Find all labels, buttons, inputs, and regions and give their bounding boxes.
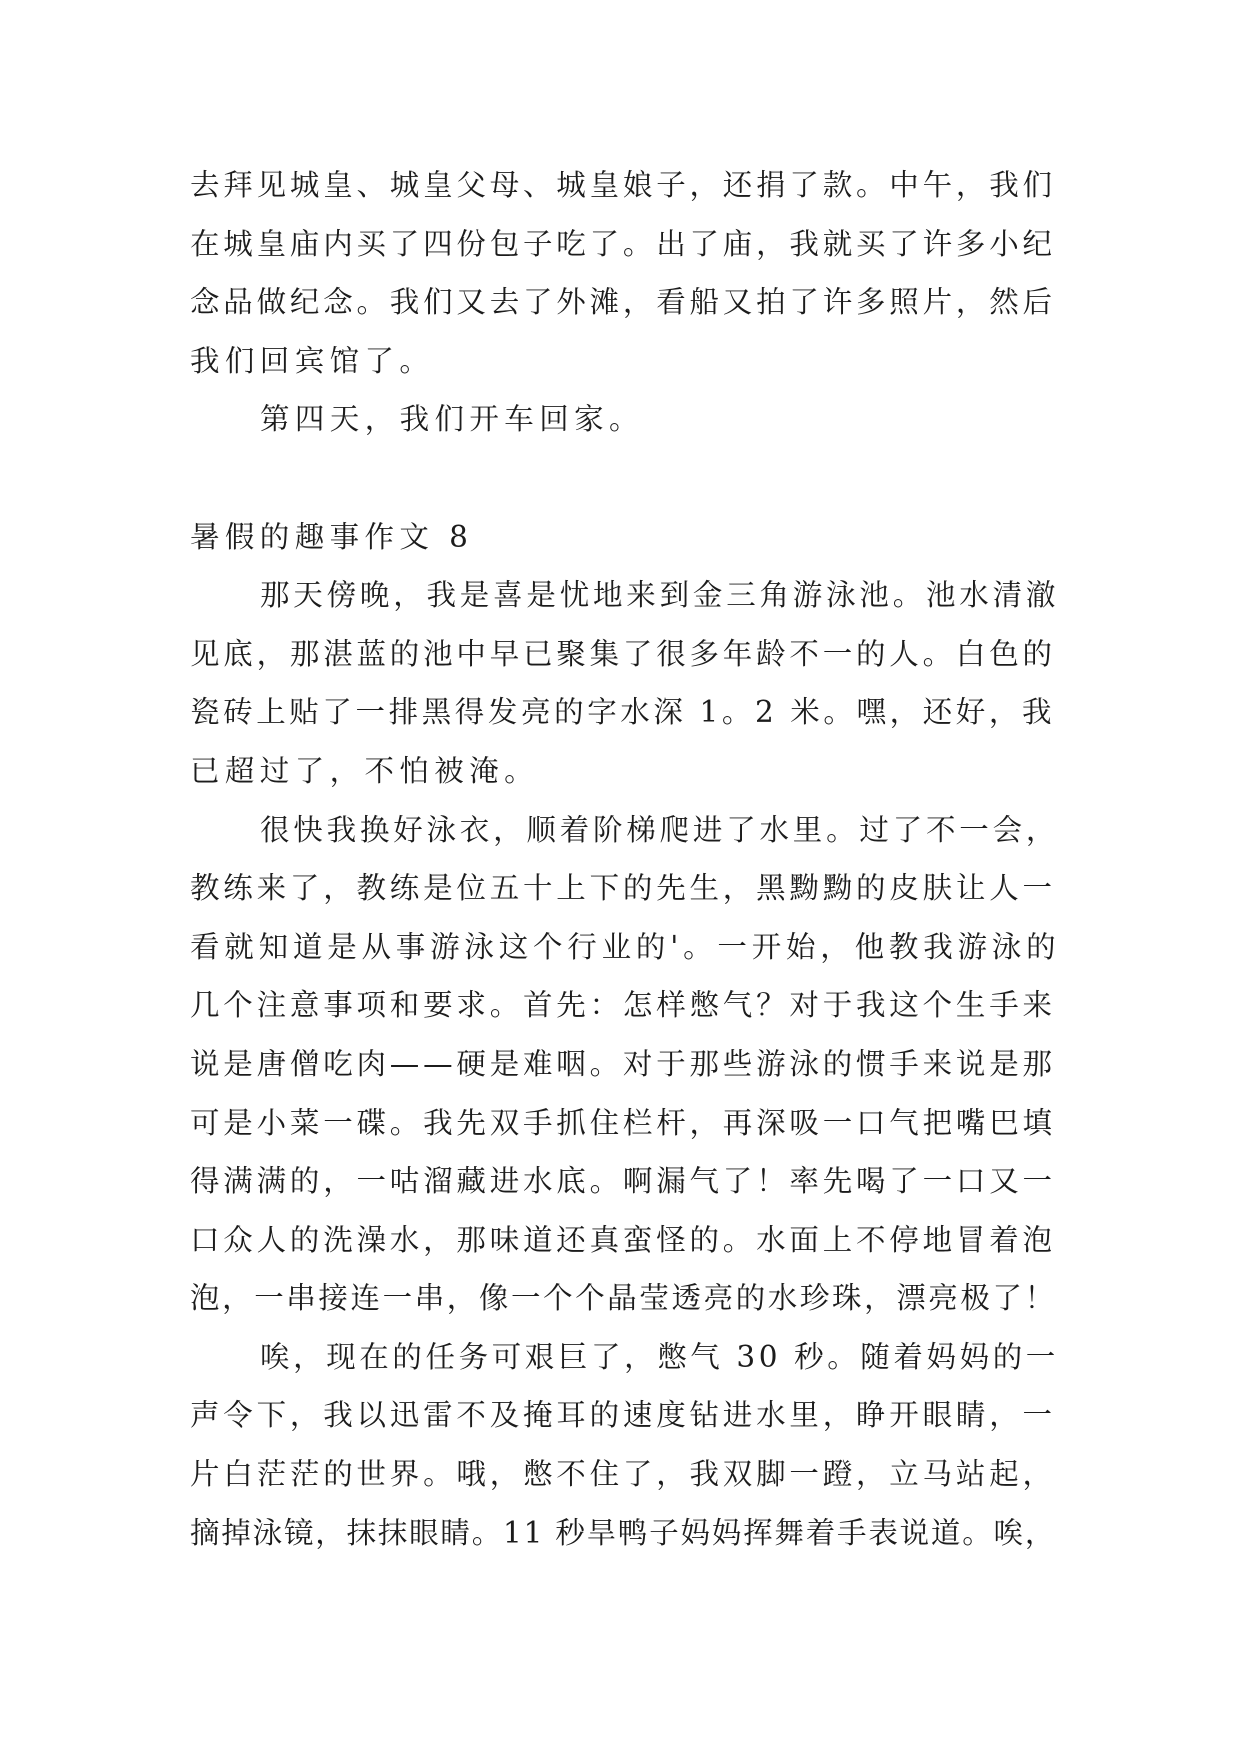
text-line: 得满满的，一咕溜藏进水底。啊漏气了！率先喝了一口又一 (190, 1164, 1056, 1199)
text-line: 声令下，我以迅雷不及掩耳的速度钻进水里，睁开眼睛，一 (190, 1398, 1056, 1433)
essay-paragraph-2 (190, 801, 1060, 1328)
essay-paragraph-1 (190, 566, 1060, 800)
document-body (190, 156, 1060, 1562)
text-line: 去拜见城皇、城皇父母、城皇娘子，还捐了款。中午，我们 (190, 168, 1056, 202)
text-line: 教练来了，教练是位五十上下的先生，黑黝黝的皮肤让人一 (190, 871, 1056, 906)
text-line: 泡，一串接连一串，像一个个晶莹透亮的水珍珠，漂亮极了！ (190, 1281, 1057, 1316)
text-line: 片白茫茫的世界。哦，憋不住了，我双脚一蹬，立马站起， (190, 1457, 1056, 1492)
previous-essay-continuation (190, 156, 1060, 449)
text-line: 见底，那湛蓝的池中早已聚集了很多年龄不一的人。白色的 (190, 636, 1056, 671)
text-line: 摘掉泳镜，抹抹眼睛。11 秒旱鸭子妈妈挥舞着手表说道。唉， (190, 1515, 1057, 1550)
text-line: 念品做纪念。我们又去了外滩，看船又拍了许多照片，然后 (190, 285, 1056, 320)
text-line: 很快我换好泳衣，顺着阶梯爬进了水里。过了不一会， (260, 812, 1060, 847)
text-line: 口众人的洗澡水，那味道还真蛮怪的。水面上不停地冒着泡 (190, 1222, 1056, 1257)
text-line: 已超过了，不怕被淹。 (190, 753, 540, 788)
closing-line: 第四天，我们开车回家。 (260, 402, 644, 437)
text-line: 瓷砖上贴了一排黑得发亮的字水深 1。2 米。嘿，还好，我 (190, 695, 1056, 730)
text-line: 几个注意事项和要求。首先：怎样憋气？对于我这个生手来 (190, 988, 1056, 1023)
text-line: 那天傍晚，我是喜是忧地来到金三角游泳池。池水清澈 (260, 578, 1060, 613)
text-line: 说是唐僧吃肉——硬是难咽。对于那些游泳的惯手来说是那 (190, 1046, 1056, 1081)
essay-paragraph-3 (190, 1328, 1060, 1562)
text-line: 看就知道是从事游泳这个行业的'。一开始，他教我游泳的 (190, 929, 1061, 964)
text-line: 我们回宾馆了。 (190, 343, 435, 378)
section-spacer (190, 449, 1060, 508)
text-line: 在城皇庙内买了四份包子吃了。出了庙，我就买了许多小纪 (190, 226, 1056, 261)
text-line: 可是小菜一碟。我先双手抓住栏杆，再深吸一口气把嘴巴填 (190, 1105, 1056, 1140)
text-line: 唉，现在的任务可艰巨了，憋气 30 秒。随着妈妈的一 (260, 1339, 1059, 1374)
essay-title: 暑假的趣事作文 8 (190, 519, 474, 554)
